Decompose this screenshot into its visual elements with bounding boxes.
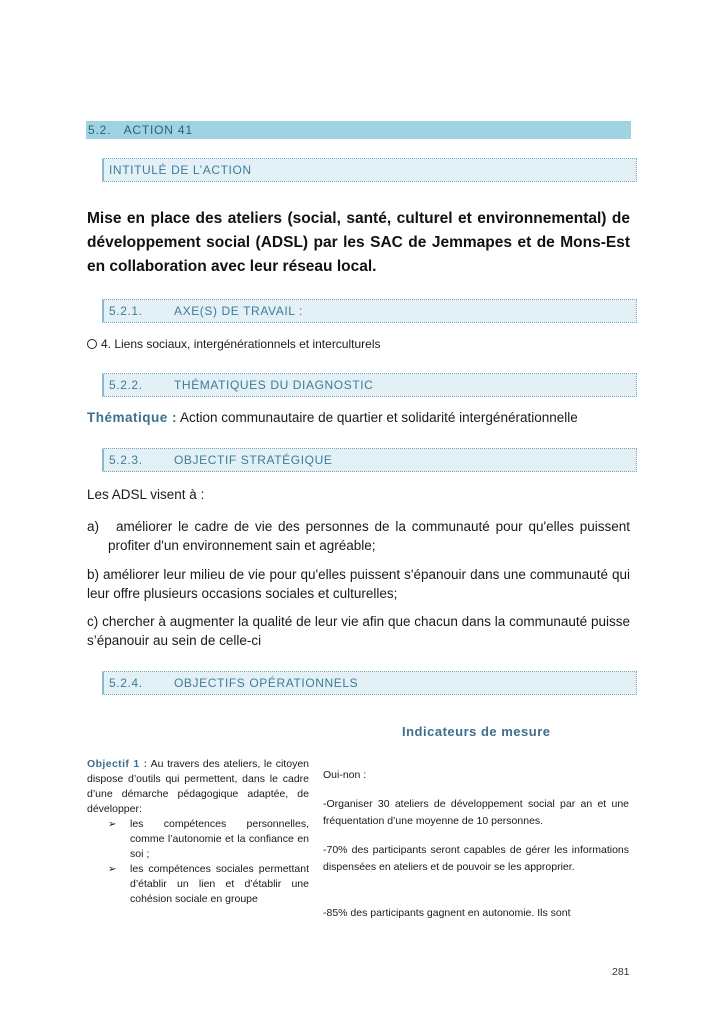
indicateur-ateliers: -Organiser 30 ateliers de développement social par an et une fréquentation d’une moyenne de 10 personnes. (323, 798, 629, 827)
indicateur-oui-non: Oui-non : (323, 769, 367, 781)
objectif-paragraph (87, 757, 309, 817)
thematique-label: Thématique : (87, 410, 178, 425)
thematiques-heading (102, 373, 637, 397)
objectif-text: Au travers des ateliers, le citoyen dispose d’outils qui permettent, dans le cadre d’une démarche pédagogique adaptée, de développer: (87, 758, 309, 815)
list-item: ➢ les compétences sociales permettant d’établir un lien et d’établir une cohésion sociale en groupe (108, 863, 309, 905)
thematiques-title: THÉMATIQUES DU DIAGNOSTIC (174, 378, 374, 392)
strategique-item-a (87, 517, 630, 555)
strategique-intro: Les ADSL visent à : (87, 487, 205, 502)
operationnels-heading (102, 671, 637, 695)
objectif-label: Objectif 1 : (87, 758, 148, 770)
axes-item (87, 335, 381, 353)
intitule-heading (102, 158, 637, 182)
thematiques-number: 5.2.2. (109, 378, 143, 392)
objectif-bullet-list (87, 817, 309, 907)
thematique-line (87, 409, 578, 427)
axes-item-text: 4. Liens sociaux, intergénérationnels et interculturels (101, 337, 381, 351)
indicateurs-title: Indicateurs de mesure (402, 724, 551, 739)
page-number: 281 (612, 966, 630, 978)
axes-title: AXE(S) DE TRAVAIL : (174, 304, 303, 318)
indicateur-70-percent: -70% des participants seront capables de gérer les informations dispensées en ateliers et de pouvoir se les approprier. (323, 844, 629, 873)
action-title: Mise en place des ateliers (social, santé, culturel et environnemental) de développement social (ADSL) par les SAC de Jemmapes et de Mons-Est en collaboration avec leur réseau local. (87, 210, 630, 275)
axes-number: 5.2.1. (109, 304, 143, 318)
indicateur-85-percent: -85% des participants gagnent en autonomie. Ils sont (323, 907, 571, 919)
strategique-number: 5.2.3. (109, 453, 143, 467)
section-heading (86, 121, 631, 139)
circle-bullet-icon (87, 339, 97, 349)
operationnels-number: 5.2.4. (109, 676, 143, 690)
strategique-title: OBJECTIF STRATÉGIQUE (174, 453, 333, 467)
strategique-item-c: c) chercher à augmenter la qualité de leur vie afin que chacun dans la communauté puisse s’épanouir au sein de celle-ci (87, 614, 630, 648)
objectif-column (87, 757, 309, 907)
arrow-bullet-icon: ➢ (108, 819, 117, 830)
strategique-item-b: b) améliorer leur milieu de vie pour qu'elles puissent s'épanouir dans une communauté qui leur offre plusieurs occasions sociales et culturelles; (87, 567, 630, 601)
item-a-text: améliorer le cadre de vie des personnes de la communauté pour qu'elles puissent profiter d'un environnement sain et agréable; (108, 519, 630, 553)
item-a-marker: a) (87, 519, 100, 534)
section-title: ACTION 41 (123, 123, 193, 137)
arrow-bullet-icon: ➢ (108, 864, 117, 875)
strategique-heading (102, 448, 637, 472)
section-number: 5.2. (88, 123, 112, 137)
operationnels-title: OBJECTIFS OPÉRATIONNELS (174, 676, 359, 690)
thematique-text: Action communautaire de quartier et solidarité intergénérationnelle (177, 410, 578, 425)
list-item: ➢ les compétences personnelles, comme l’autonomie et la confiance en soi ; (108, 818, 309, 860)
intitule-heading-text: INTITULÉ DE L’ACTION (109, 163, 252, 177)
axes-heading (102, 299, 637, 323)
